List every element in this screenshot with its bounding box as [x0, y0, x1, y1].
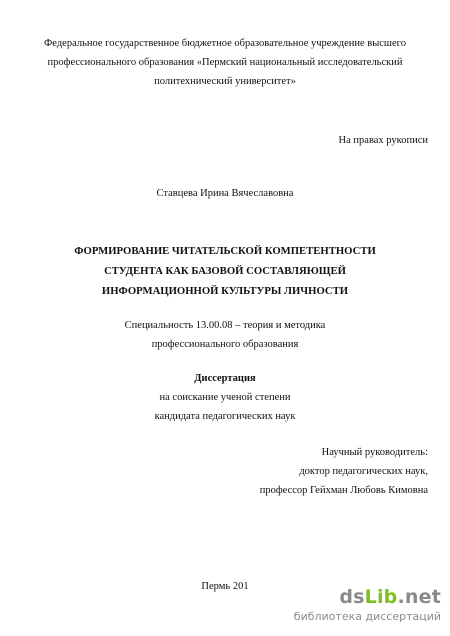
title-line-2: СТУДЕНТА КАК БАЗОВОЙ СОСТАВЛЯЮЩЕЙ — [104, 265, 346, 277]
title-line-1: ФОРМИРОВАНИЕ ЧИТАТЕЛЬСКОЙ КОМПЕТЕНТНОСТИ — [74, 245, 376, 257]
logo-part-ds: ds — [339, 586, 365, 608]
specialty-line-1: Специальность 13.00.08 – теория и методика — [124, 320, 326, 331]
institution-line-3: политехнический университет» — [154, 76, 296, 87]
dslib-logo — [339, 586, 441, 608]
specialty-line-2: профессионального образования — [151, 339, 299, 350]
title-line-3: ИНФОРМАЦИОННОЙ КУЛЬТУРЫ ЛИЧНОСТИ — [101, 285, 349, 297]
supervisor-line-1: Научный руководитель: — [321, 447, 428, 458]
degree-block — [40, 369, 410, 426]
institution-block — [40, 34, 410, 91]
dissertation-heading: Диссертация — [194, 373, 256, 384]
institution-line-1: Федеральное государственное бюджетное образовательное учреждение высшего — [44, 38, 406, 49]
dissertation-title — [40, 241, 410, 301]
rights-note: На правах рукописи — [338, 135, 428, 146]
watermark-subtitle: библиотека диссертаций — [293, 610, 441, 623]
city-year: Пермь 201 — [201, 581, 249, 592]
institution-line-2: профессионального образования «Пермский национальный исследовательский — [47, 57, 403, 68]
specialty-block — [40, 316, 410, 354]
dslib-watermark — [293, 586, 441, 628]
logo-part-lib: Lib — [364, 586, 398, 608]
logo-part-net: .net — [397, 586, 441, 608]
supervisor-line-3: профессор Гейхман Любовь Кимовна — [259, 485, 428, 496]
supervisor-block — [260, 443, 428, 500]
degree-line-2: кандидата педагогических наук — [154, 411, 296, 422]
author-name: Ставцева Ирина Вячеславовна — [156, 188, 294, 199]
degree-line-1: на соискание ученой степени — [159, 392, 291, 403]
supervisor-line-2: доктор педагогических наук, — [299, 466, 428, 477]
